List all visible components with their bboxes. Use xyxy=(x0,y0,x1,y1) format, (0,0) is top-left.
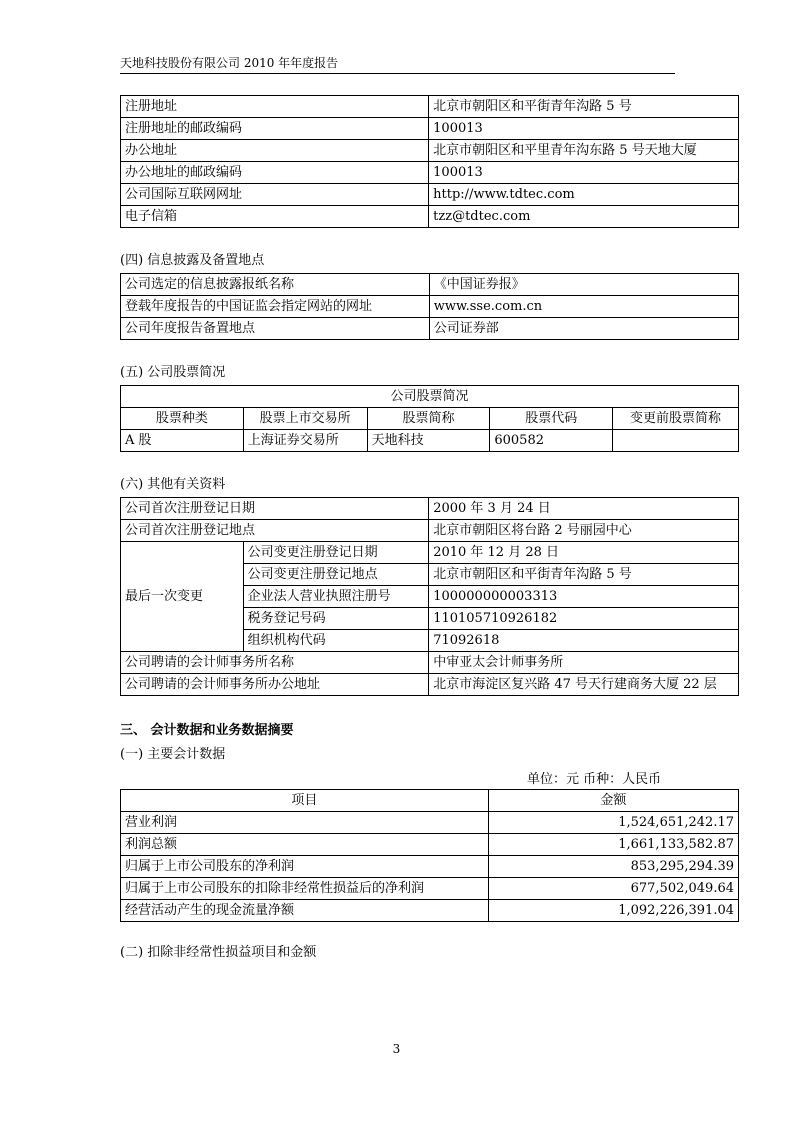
first-date-value: 2000 年 3 月 24 日 xyxy=(429,498,739,520)
section3-sub1: (一) 主要会计数据 xyxy=(120,747,226,762)
contact-value: http://www.tdtec.com xyxy=(429,184,739,206)
disclosure-row xyxy=(121,318,739,340)
contact-row xyxy=(121,162,739,184)
section3-title: 三、 会计数据和业务数据摘要 xyxy=(120,723,294,738)
acct-amount: 1,524,651,242.17 xyxy=(488,812,738,834)
disclosure-label: 公司年度报告备置地点 xyxy=(121,318,430,340)
disclosure-row xyxy=(121,274,739,296)
acct-item: 归属于上市公司股东的净利润 xyxy=(121,856,489,878)
contact-row xyxy=(121,206,739,228)
acct-row xyxy=(121,812,739,834)
contact-label: 公司国际互联网网址 xyxy=(121,184,429,206)
acct-column-header: 项目 xyxy=(121,790,489,812)
change-value: 北京市朝阳区和平街青年沟路 5 号 xyxy=(429,564,739,586)
acct-item: 归属于上市公司股东的扣除非经常性损益后的净利润 xyxy=(121,878,489,900)
first-place-value: 北京市朝阳区将台路 2 号丽园中心 xyxy=(429,520,739,542)
contact-label: 注册地址的邮政编码 xyxy=(121,118,429,140)
contact-value: 100013 xyxy=(429,162,739,184)
stock-column-header: 股票上市交易所 xyxy=(243,408,367,430)
stock-table xyxy=(120,385,739,452)
cpa-name-value: 中审亚太会计师事务所 xyxy=(429,652,739,674)
stock-column-header: 股票简称 xyxy=(367,408,490,430)
disclosure-label: 公司选定的信息披露报纸名称 xyxy=(121,274,430,296)
disclosure-row xyxy=(121,296,739,318)
contact-value: tzz@tdtec.com xyxy=(429,206,739,228)
acct-item: 经营活动产生的现金流量净额 xyxy=(121,900,489,922)
change-value: 110105710926182 xyxy=(429,608,739,630)
unit-label: 单位：元 币种：人民币 xyxy=(527,772,662,787)
acct-amount: 1,661,133,582.87 xyxy=(488,834,738,856)
stock-column-header: 变更前股票简称 xyxy=(613,408,739,430)
contact-label: 注册地址 xyxy=(121,96,429,118)
change-label: 组织机构代码 xyxy=(243,630,429,652)
disclosure-title: (四) 信息披露及备置地点 xyxy=(120,253,265,268)
disclosure-table xyxy=(120,273,739,340)
first-place-label: 公司首次注册登记地点 xyxy=(121,520,429,542)
other-table xyxy=(120,497,739,696)
acct-amount: 853,295,294.39 xyxy=(488,856,738,878)
change-value: 2010 年 12 月 28 日 xyxy=(429,542,739,564)
acct-item: 营业利润 xyxy=(121,812,489,834)
change-value: 71092618 xyxy=(429,630,739,652)
stock-cell xyxy=(613,430,739,452)
acct-row xyxy=(121,856,739,878)
stock-title: (五) 公司股票简况 xyxy=(120,365,226,380)
stock-table-title: 公司股票简况 xyxy=(121,386,739,408)
stock-cell: 600582 xyxy=(490,430,613,452)
acct-column-header: 金额 xyxy=(488,790,738,812)
contact-value: 北京市朝阳区和平里青年沟东路 5 号天地大厦 xyxy=(429,140,739,162)
acct-row xyxy=(121,834,739,856)
change-label: 税务登记号码 xyxy=(243,608,429,630)
last-change-label: 最后一次变更 xyxy=(121,542,244,652)
acct-row xyxy=(121,878,739,900)
contact-label: 办公地址 xyxy=(121,140,429,162)
cpa-addr-value: 北京市海淀区复兴路 47 号天行建商务大厦 22 层 xyxy=(429,674,739,696)
acct-item: 利润总额 xyxy=(121,834,489,856)
other-title: (六) 其他有关资料 xyxy=(120,477,226,492)
contact-label: 电子信箱 xyxy=(121,206,429,228)
disclosure-value: 公司证券部 xyxy=(429,318,738,340)
contact-value: 100013 xyxy=(429,118,739,140)
accounting-table xyxy=(120,789,739,922)
disclosure-value: 《中国证券报》 xyxy=(429,274,738,296)
contact-label: 办公地址的邮政编码 xyxy=(121,162,429,184)
contact-row xyxy=(121,96,739,118)
contact-row xyxy=(121,184,739,206)
change-label: 公司变更注册登记日期 xyxy=(243,542,429,564)
acct-amount: 1,092,226,391.04 xyxy=(488,900,738,922)
page-header: 天地科技股份有限公司 2010 年年度报告 xyxy=(120,55,675,74)
disclosure-value: www.sse.com.cn xyxy=(429,296,738,318)
contact-table xyxy=(120,95,739,228)
stock-column-header: 股票种类 xyxy=(121,408,244,430)
contact-row xyxy=(121,118,739,140)
disclosure-label: 登载年度报告的中国证监会指定网站的网址 xyxy=(121,296,430,318)
first-date-label: 公司首次注册登记日期 xyxy=(121,498,429,520)
acct-row xyxy=(121,900,739,922)
cpa-addr-label: 公司聘请的会计师事务所办公地址 xyxy=(121,674,429,696)
change-value: 100000000003313 xyxy=(429,586,739,608)
stock-cell: 上海证券交易所 xyxy=(243,430,367,452)
cpa-name-label: 公司聘请的会计师事务所名称 xyxy=(121,652,429,674)
page-number: 3 xyxy=(392,1042,401,1056)
contact-value: 北京市朝阳区和平街青年沟路 5 号 xyxy=(429,96,739,118)
section3-sub2: (二) 扣除非经常性损益项目和金额 xyxy=(120,945,317,960)
stock-cell: 天地科技 xyxy=(367,430,490,452)
stock-cell: A 股 xyxy=(121,430,244,452)
acct-amount: 677,502,049.64 xyxy=(488,878,738,900)
change-label: 公司变更注册登记地点 xyxy=(243,564,429,586)
contact-row xyxy=(121,140,739,162)
stock-column-header: 股票代码 xyxy=(490,408,613,430)
change-label: 企业法人营业执照注册号 xyxy=(243,586,429,608)
